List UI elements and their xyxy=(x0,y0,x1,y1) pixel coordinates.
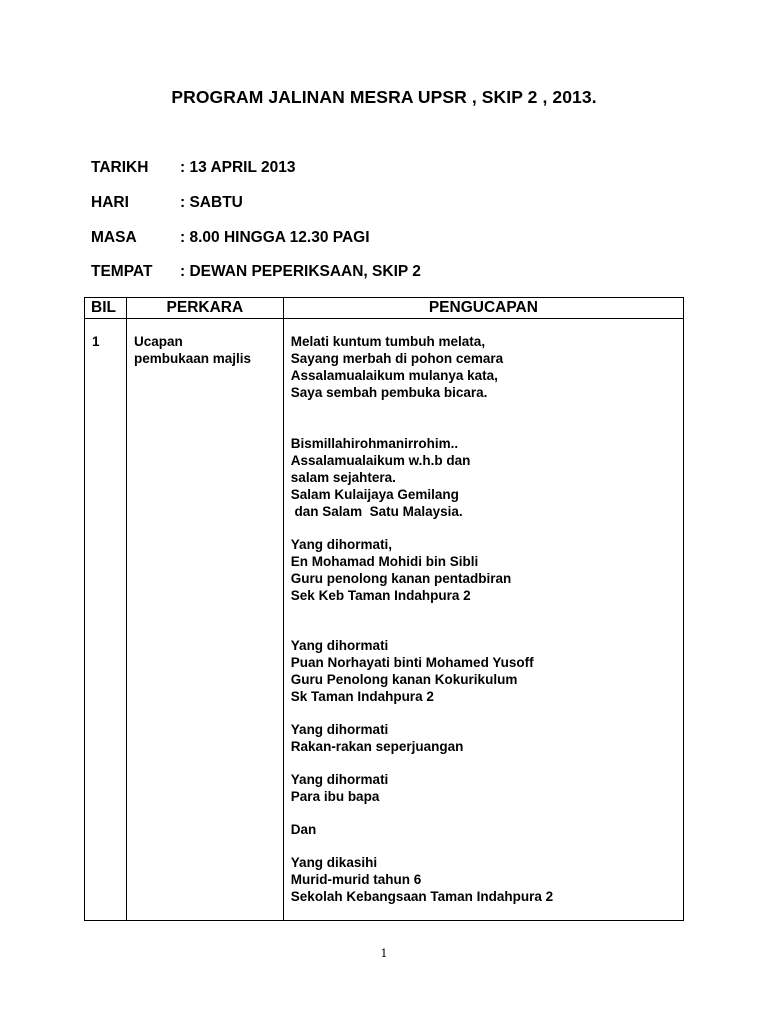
page-number: 1 xyxy=(380,947,388,960)
header-bil: BIL xyxy=(85,298,127,319)
pengucapan-block-pantun xyxy=(291,333,677,401)
table-row xyxy=(85,319,684,921)
cell-perkara xyxy=(126,319,283,921)
pengucapan-line: dan Salam Satu Malaysia. xyxy=(290,504,463,519)
info-value: : DEWAN PEPERIKSAAN, SKIP 2 xyxy=(180,263,421,280)
pengucapan-line: Sk Taman Indahpura 2 xyxy=(290,689,434,704)
info-row-hari xyxy=(91,194,243,212)
pengucapan-line: Sekolah Kebangsaan Taman Indahpura 2 xyxy=(290,889,554,904)
pengucapan-line: Para ibu bapa xyxy=(290,789,380,804)
info-row-masa xyxy=(91,229,370,247)
pengucapan-block-rakan xyxy=(291,721,677,755)
pengucapan-block-pentadbiran xyxy=(291,536,677,604)
pengucapan-line: Rakan-rakan seperjuangan xyxy=(290,739,464,754)
pengucapan-block-dan xyxy=(291,821,677,838)
pengucapan-line: Bismillahirohmanirrohim.. xyxy=(290,436,459,451)
pengucapan-block-ibubapa xyxy=(291,771,677,805)
pengucapan-line: Sek Keb Taman Indahpura 2 xyxy=(290,588,471,603)
header-pengucapan: PENGUCAPAN xyxy=(283,298,683,319)
info-label: TEMPAT xyxy=(91,263,153,280)
table-header-row xyxy=(85,298,684,319)
info-row-tempat xyxy=(91,263,421,281)
pengucapan-line: Assalamualaikum mulanya kata, xyxy=(290,368,498,383)
pengucapan-line: Yang dihormati, xyxy=(290,537,393,552)
pengucapan-line: Guru penolong kanan pentadbiran xyxy=(290,571,512,586)
perkara-line: pembukaan majlis xyxy=(133,351,252,366)
info-row-tarikh xyxy=(91,159,295,177)
pengucapan-line: Guru Penolong kanan Kokurikulum xyxy=(290,672,518,687)
pengucapan-line: salam sejahtera. xyxy=(290,470,396,485)
cell-pengucapan xyxy=(283,319,683,921)
program-table xyxy=(84,297,684,921)
info-label: TARIKH xyxy=(91,159,149,176)
pengucapan-block-murid xyxy=(291,854,677,905)
pengucapan-line: Assalamualaikum w.h.b dan xyxy=(290,453,471,468)
pengucapan-line: Yang dihormati xyxy=(290,772,389,787)
header-perkara: PERKARA xyxy=(126,298,283,319)
pengucapan-line: Puan Norhayati binti Mohamed Yusoff xyxy=(290,655,534,670)
info-label: HARI xyxy=(91,194,129,211)
pengucapan-line: Saya sembah pembuka bicara. xyxy=(290,385,488,400)
info-label: MASA xyxy=(91,229,137,246)
pengucapan-line: Sayang merbah di pohon cemara xyxy=(290,351,504,366)
info-value: : 13 APRIL 2013 xyxy=(180,159,296,176)
perkara-line: Ucapan xyxy=(133,334,183,349)
pengucapan-line: En Mohamad Mohidi bin Sibli xyxy=(290,554,479,569)
pengucapan-line: Yang dikasihi xyxy=(290,855,378,870)
pengucapan-line: Yang dihormati xyxy=(290,722,389,737)
pengucapan-block-kokurikulum xyxy=(291,637,677,705)
info-value: : SABTU xyxy=(180,194,243,211)
pengucapan-block-salam xyxy=(291,435,677,520)
pengucapan-line: Melati kuntum tumbuh melata, xyxy=(290,334,486,349)
pengucapan-line: Yang dihormati xyxy=(290,638,389,653)
info-value: : 8.00 HINGGA 12.30 PAGI xyxy=(180,229,370,246)
pengucapan-line: Dan xyxy=(290,822,317,837)
pengucapan-line: Salam Kulaijaya Gemilang xyxy=(290,487,459,502)
cell-bil: 1 xyxy=(85,319,127,921)
pengucapan-line: Murid-murid tahun 6 xyxy=(290,872,422,887)
document-title: PROGRAM JALINAN MESRA UPSR , SKIP 2 , 2013. xyxy=(171,87,597,107)
